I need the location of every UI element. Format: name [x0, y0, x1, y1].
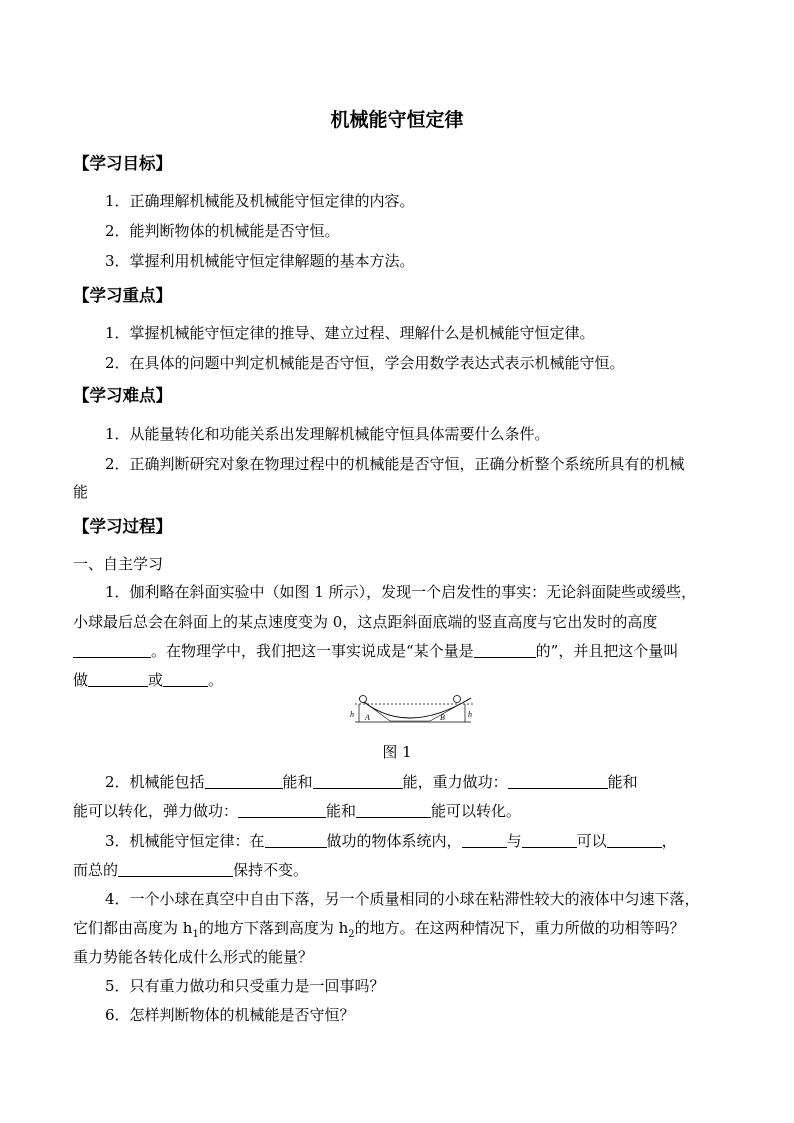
q4-line-1: 4．一个小球在真空中自由下落，另一个质量相同的小球在粘滞性较大的液体中匀速下落，: [105, 890, 700, 908]
answer-blank[interactable]: [238, 803, 326, 818]
q6-line: 6．怎样判断物体的机械能是否守恒？: [105, 1006, 355, 1024]
answer-blank[interactable]: [462, 833, 507, 848]
q1-line-4: 做 或 。: [73, 671, 224, 689]
difficulty-item: 2．正确判断研究对象在物理过程中的机械能是否守恒，正确分析整个系统所具有的机械: [105, 455, 685, 473]
section-heading-process: 【学习过程】: [73, 517, 172, 536]
figure-1-diagram: [345, 690, 480, 730]
q3-line-2: 而总的 保持不变。: [73, 861, 309, 879]
q1-line-1: 1．伽利略在斜面实验中（如图 1 所示），发现一个启发性的事实：无论斜面陡些或缓些，: [105, 583, 697, 601]
label-b: B: [440, 713, 445, 722]
q4-line-3: 重力势能各转化成什么形式的能量？: [73, 948, 314, 966]
answer-blank[interactable]: [265, 833, 327, 848]
answer-blank[interactable]: [474, 643, 536, 658]
answer-blank[interactable]: [607, 833, 662, 848]
key-point-item: 1．掌握机械能守恒定律的推导、建立过程、理解什么是机械能守恒定律。: [105, 324, 595, 342]
difficulty-item: 1．从能量转化和功能关系出发理解机械能守恒具体需要什么条件。: [105, 425, 550, 443]
label-a: A: [365, 713, 370, 722]
q2-line-2: 能可以转化，弹力做功： 能和 能可以转化。: [73, 802, 522, 820]
answer-blank[interactable]: [508, 774, 608, 789]
answer-blank[interactable]: [73, 643, 151, 658]
section-heading-key: 【学习重点】: [73, 286, 172, 305]
label-h-right: h: [468, 710, 472, 719]
page-title: 机械能守恒定律: [330, 109, 464, 131]
answer-blank[interactable]: [356, 803, 431, 818]
q5-line: 5．只有重力做功和只受重力是一回事吗？: [105, 977, 385, 995]
section-heading-goals: 【学习目标】: [73, 154, 172, 173]
goal-item: 3．掌握利用机械能守恒定律解题的基本方法。: [105, 252, 415, 270]
section-heading-difficult: 【学习难点】: [73, 386, 172, 405]
q1-line-2: 小球最后总会在斜面上的某点速度变为 0，这点距斜面底端的竖直高度与它出发时的高度: [73, 613, 658, 631]
key-point-item: 2．在具体的问题中判定机械能是否守恒，学会用数学表达式表示机械能守恒。: [105, 354, 625, 372]
goal-item: 2．能判断物体的机械能是否守恒。: [105, 222, 340, 240]
q1-line-3: 。在物理学中，我们把这一事实说成是“某个量是 的”，并且把这个量叫: [73, 640, 678, 661]
answer-blank[interactable]: [522, 833, 577, 848]
answer-blank[interactable]: [88, 672, 148, 687]
q4-line-2: 它们都由高度为 $h_1$的地方下落到高度为 $h_2$的地方。在这两种情况下，重力所做的功相等吗？: [73, 919, 685, 940]
answer-blank[interactable]: [118, 862, 233, 877]
q2-line-1: 2．机械能包括 能和 能，重力做功： 能和: [105, 773, 638, 791]
difficulty-item-cont: 能: [73, 483, 89, 501]
figure-caption: 图 1: [382, 743, 412, 761]
q3-line-1: 3．机械能守恒定律：在 做功的物体系统内， 与 可以 ，: [105, 832, 677, 850]
answer-blank[interactable]: [205, 774, 283, 789]
ball-start: [360, 696, 367, 703]
label-h-left: h: [350, 710, 354, 719]
ball-end: [454, 696, 461, 703]
answer-blank[interactable]: [313, 774, 403, 789]
goal-item: 1．正确理解机械能及机械能守恒定律的内容。: [105, 192, 415, 210]
sub-heading: 一、自主学习: [73, 555, 164, 573]
answer-blank[interactable]: [163, 672, 208, 687]
